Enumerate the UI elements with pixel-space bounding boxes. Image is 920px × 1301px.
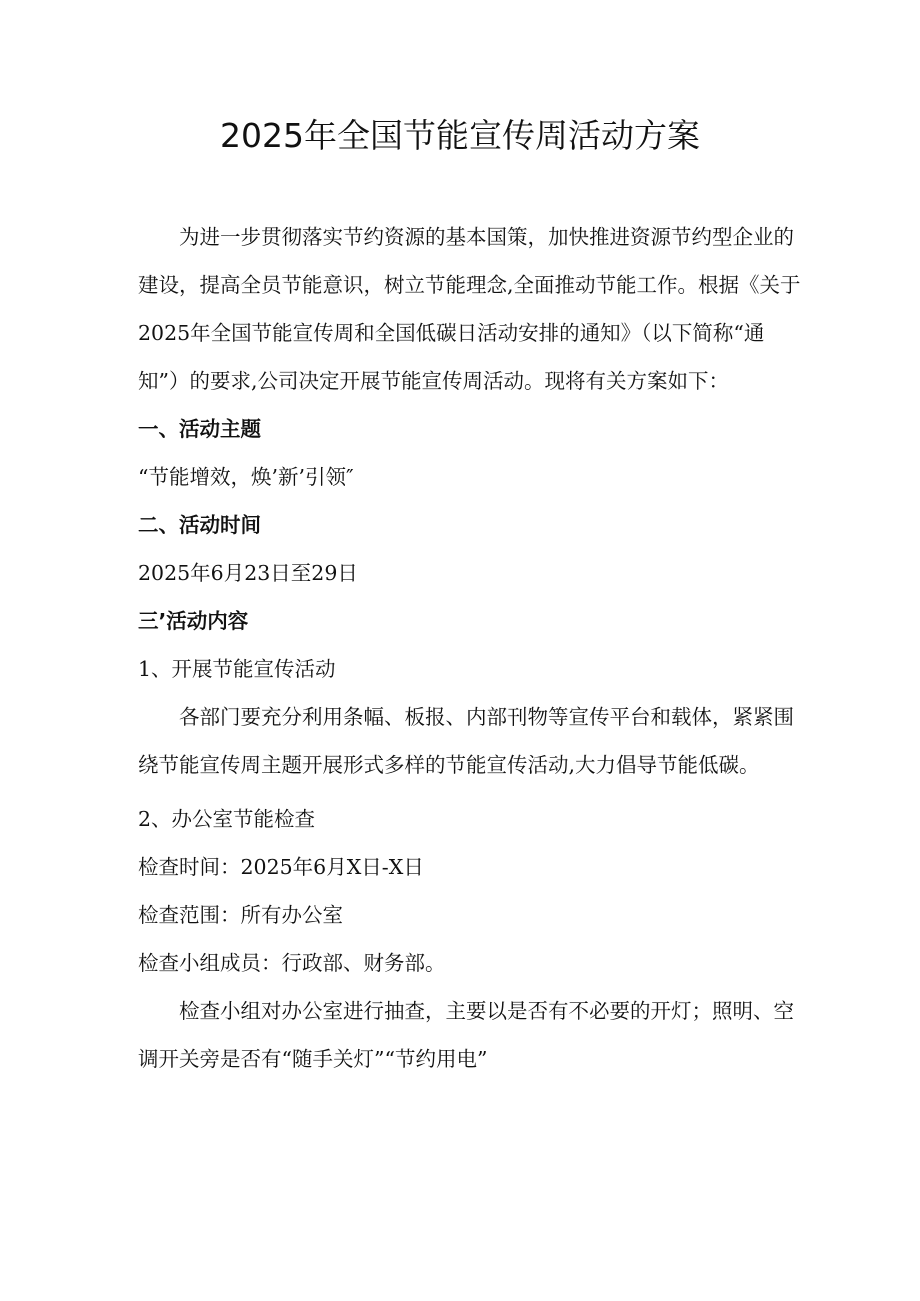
- theme-text: “节能增效，焕’新’引领″: [138, 465, 354, 489]
- check-scope-text: 检查范围：所有办公室: [138, 903, 343, 927]
- intro-paragraph: 为进一步贯彻落实节约资源的基本国策，加快推进资源节约型企业的建设，提高全员节能意识，树立节能理念,全面推动节能工作。根据《关于2025年全国节能宣传周和全国低碳日活动安排的通知》（以下简称“通知”）的要求,公司决定开展节能宣传周活动。现将有关方案如下：: [138, 225, 801, 393]
- item-1-title: 1、开展节能宣传活动: [138, 657, 336, 681]
- item-2-title: 2、办公室节能检查: [138, 807, 316, 831]
- section-heading-time: 二、活动时间: [138, 513, 261, 537]
- check-time-text: 检查时间：2025年6月X日-X日: [138, 855, 424, 879]
- check-members-text: 检查小组成员：行政部、财务部。: [138, 951, 446, 975]
- item-1-body: 各部门要充分利用条幅、板报、内部刊物等宣传平台和载体，紧紧围绕节能宣传周主题开展形式多样的节能宣传活动,大力倡导节能低碳。: [138, 705, 794, 777]
- section-heading-content: 三’活动内容: [138, 609, 249, 633]
- document-body: [138, 213, 802, 1083]
- activity-time-text: 2025年6月23日至29日: [138, 561, 358, 585]
- document-title: 2025年全国节能宣传周活动方案: [220, 116, 700, 155]
- section-heading-theme: 一、活动主题: [138, 417, 261, 441]
- check-body-text: 检查小组对办公室进行抽查，主要以是否有不必要的开灯；照明、空调开关旁是否有“随手关灯”“节约用电”: [138, 999, 794, 1071]
